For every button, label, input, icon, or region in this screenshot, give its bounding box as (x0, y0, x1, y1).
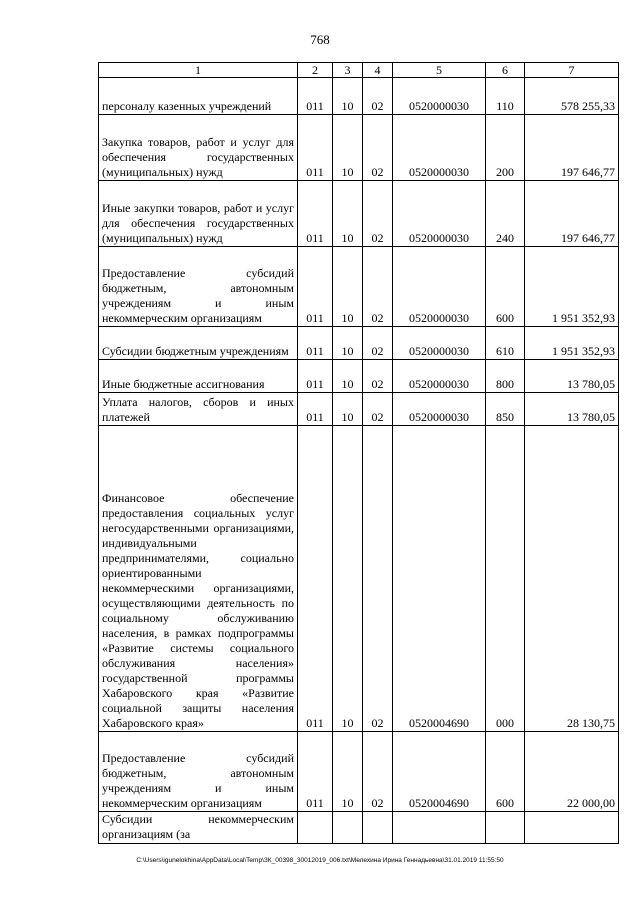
cell-expense-type: 110 (486, 78, 525, 115)
cell-amount: 578 255,33 (525, 78, 619, 115)
cell-expense-type: 800 (486, 360, 525, 393)
row-name: Субсидии некоммерческим организациям (за (99, 812, 298, 844)
table-header-row (99, 63, 619, 78)
column-header: 6 (486, 63, 525, 78)
cell-target-article (393, 812, 486, 844)
row-name: Финансовое обеспечение предоставления социальных услуг негосударственными организациями, индивидуальными предпринимателями, социально ориентированными некоммерческими организациями, осуществляющими деятельность по социальному обслуживанию населения, в рамках подпрограммы «Развитие системы социального обслуживания населения» государственной программы Хабаровского края «Развитие социальной защиты населения Хабаровского края» (99, 426, 298, 732)
cell-ministry-code: 011 (298, 732, 333, 812)
table-row (99, 812, 619, 844)
table-row (99, 426, 619, 732)
cell-expense-type: 610 (486, 327, 525, 360)
cell-subsection: 02 (363, 181, 393, 247)
cell-ministry-code (298, 812, 333, 844)
cell-ministry-code: 011 (298, 181, 333, 247)
cell-amount: 197 646,77 (525, 115, 619, 181)
cell-ministry-code: 011 (298, 327, 333, 360)
column-header: 5 (393, 63, 486, 78)
cell-section: 10 (333, 360, 363, 393)
cell-target-article: 0520004690 (393, 426, 486, 732)
row-name: Предоставление субсидий бюджетным, автономным учреждениям и иным некоммерческим организациям (99, 247, 298, 327)
cell-expense-type: 600 (486, 732, 525, 812)
cell-ministry-code: 011 (298, 247, 333, 327)
row-name: персоналу казенных учреждений (99, 78, 298, 115)
cell-expense-type: 240 (486, 181, 525, 247)
row-name: Субсидии бюджетным учреждениям (99, 327, 298, 360)
cell-target-article: 0520000030 (393, 393, 486, 426)
file-path-footer: C:\Users\igunelokhina\AppData\Local\Temp\ЗК_00398_30012019_006.txt\Мелехина Ирина Геннадьевна\31.01.2019 11:55:50 (136, 857, 504, 864)
cell-subsection: 02 (363, 393, 393, 426)
column-header: 2 (298, 63, 333, 78)
cell-expense-type: 200 (486, 115, 525, 181)
cell-amount: 197 646,77 (525, 181, 619, 247)
table-row (99, 327, 619, 360)
cell-target-article: 0520000030 (393, 327, 486, 360)
cell-expense-type: 000 (486, 426, 525, 732)
cell-subsection: 02 (363, 78, 393, 115)
cell-amount: 13 780,05 (525, 393, 619, 426)
cell-amount (525, 812, 619, 844)
cell-section: 10 (333, 732, 363, 812)
cell-section: 10 (333, 327, 363, 360)
row-name: Иные закупки товаров, работ и услуг для обеспечения государственных (муниципальных) нужд (99, 181, 298, 247)
cell-amount: 22 000,00 (525, 732, 619, 812)
table-row (99, 393, 619, 426)
cell-subsection: 02 (363, 360, 393, 393)
cell-target-article: 0520000030 (393, 181, 486, 247)
row-name: Предоставление субсидий бюджетным, автономным учреждениям и иным некоммерческим организациям (99, 732, 298, 812)
cell-target-article: 0520004690 (393, 732, 486, 812)
cell-section: 10 (333, 247, 363, 327)
table-row (99, 115, 619, 181)
cell-expense-type: 850 (486, 393, 525, 426)
cell-section (333, 812, 363, 844)
cell-target-article: 0520000030 (393, 360, 486, 393)
cell-subsection: 02 (363, 327, 393, 360)
table-row (99, 78, 619, 115)
cell-amount: 13 780,05 (525, 360, 619, 393)
column-header: 4 (363, 63, 393, 78)
cell-section: 10 (333, 426, 363, 732)
cell-subsection (363, 812, 393, 844)
cell-amount: 1 951 352,93 (525, 247, 619, 327)
cell-amount: 1 951 352,93 (525, 327, 619, 360)
cell-ministry-code: 011 (298, 115, 333, 181)
cell-target-article: 0520000030 (393, 247, 486, 327)
cell-section: 10 (333, 181, 363, 247)
cell-target-article: 0520000030 (393, 78, 486, 115)
cell-ministry-code: 011 (298, 360, 333, 393)
row-name: Уплата налогов, сборов и иных платежей (99, 393, 298, 426)
table-row (99, 732, 619, 812)
column-header: 1 (99, 63, 298, 78)
cell-subsection: 02 (363, 732, 393, 812)
table-row (99, 181, 619, 247)
cell-subsection: 02 (363, 115, 393, 181)
table-row (99, 360, 619, 393)
cell-ministry-code: 011 (298, 426, 333, 732)
cell-subsection: 02 (363, 247, 393, 327)
table-row (99, 247, 619, 327)
cell-amount: 28 130,75 (525, 426, 619, 732)
cell-target-article: 0520000030 (393, 115, 486, 181)
row-name: Закупка товаров, работ и услуг для обеспечения государственных (муниципальных) нужд (99, 115, 298, 181)
cell-subsection: 02 (363, 426, 393, 732)
row-name: Иные бюджетные ассигнования (99, 360, 298, 393)
cell-ministry-code: 011 (298, 393, 333, 426)
cell-ministry-code: 011 (298, 78, 333, 115)
budget-table (98, 62, 619, 844)
column-header: 7 (525, 63, 619, 78)
cell-expense-type (486, 812, 525, 844)
column-header: 3 (333, 63, 363, 78)
page-number: 768 (310, 32, 330, 47)
cell-section: 10 (333, 78, 363, 115)
cell-section: 10 (333, 115, 363, 181)
cell-section: 10 (333, 393, 363, 426)
cell-expense-type: 600 (486, 247, 525, 327)
